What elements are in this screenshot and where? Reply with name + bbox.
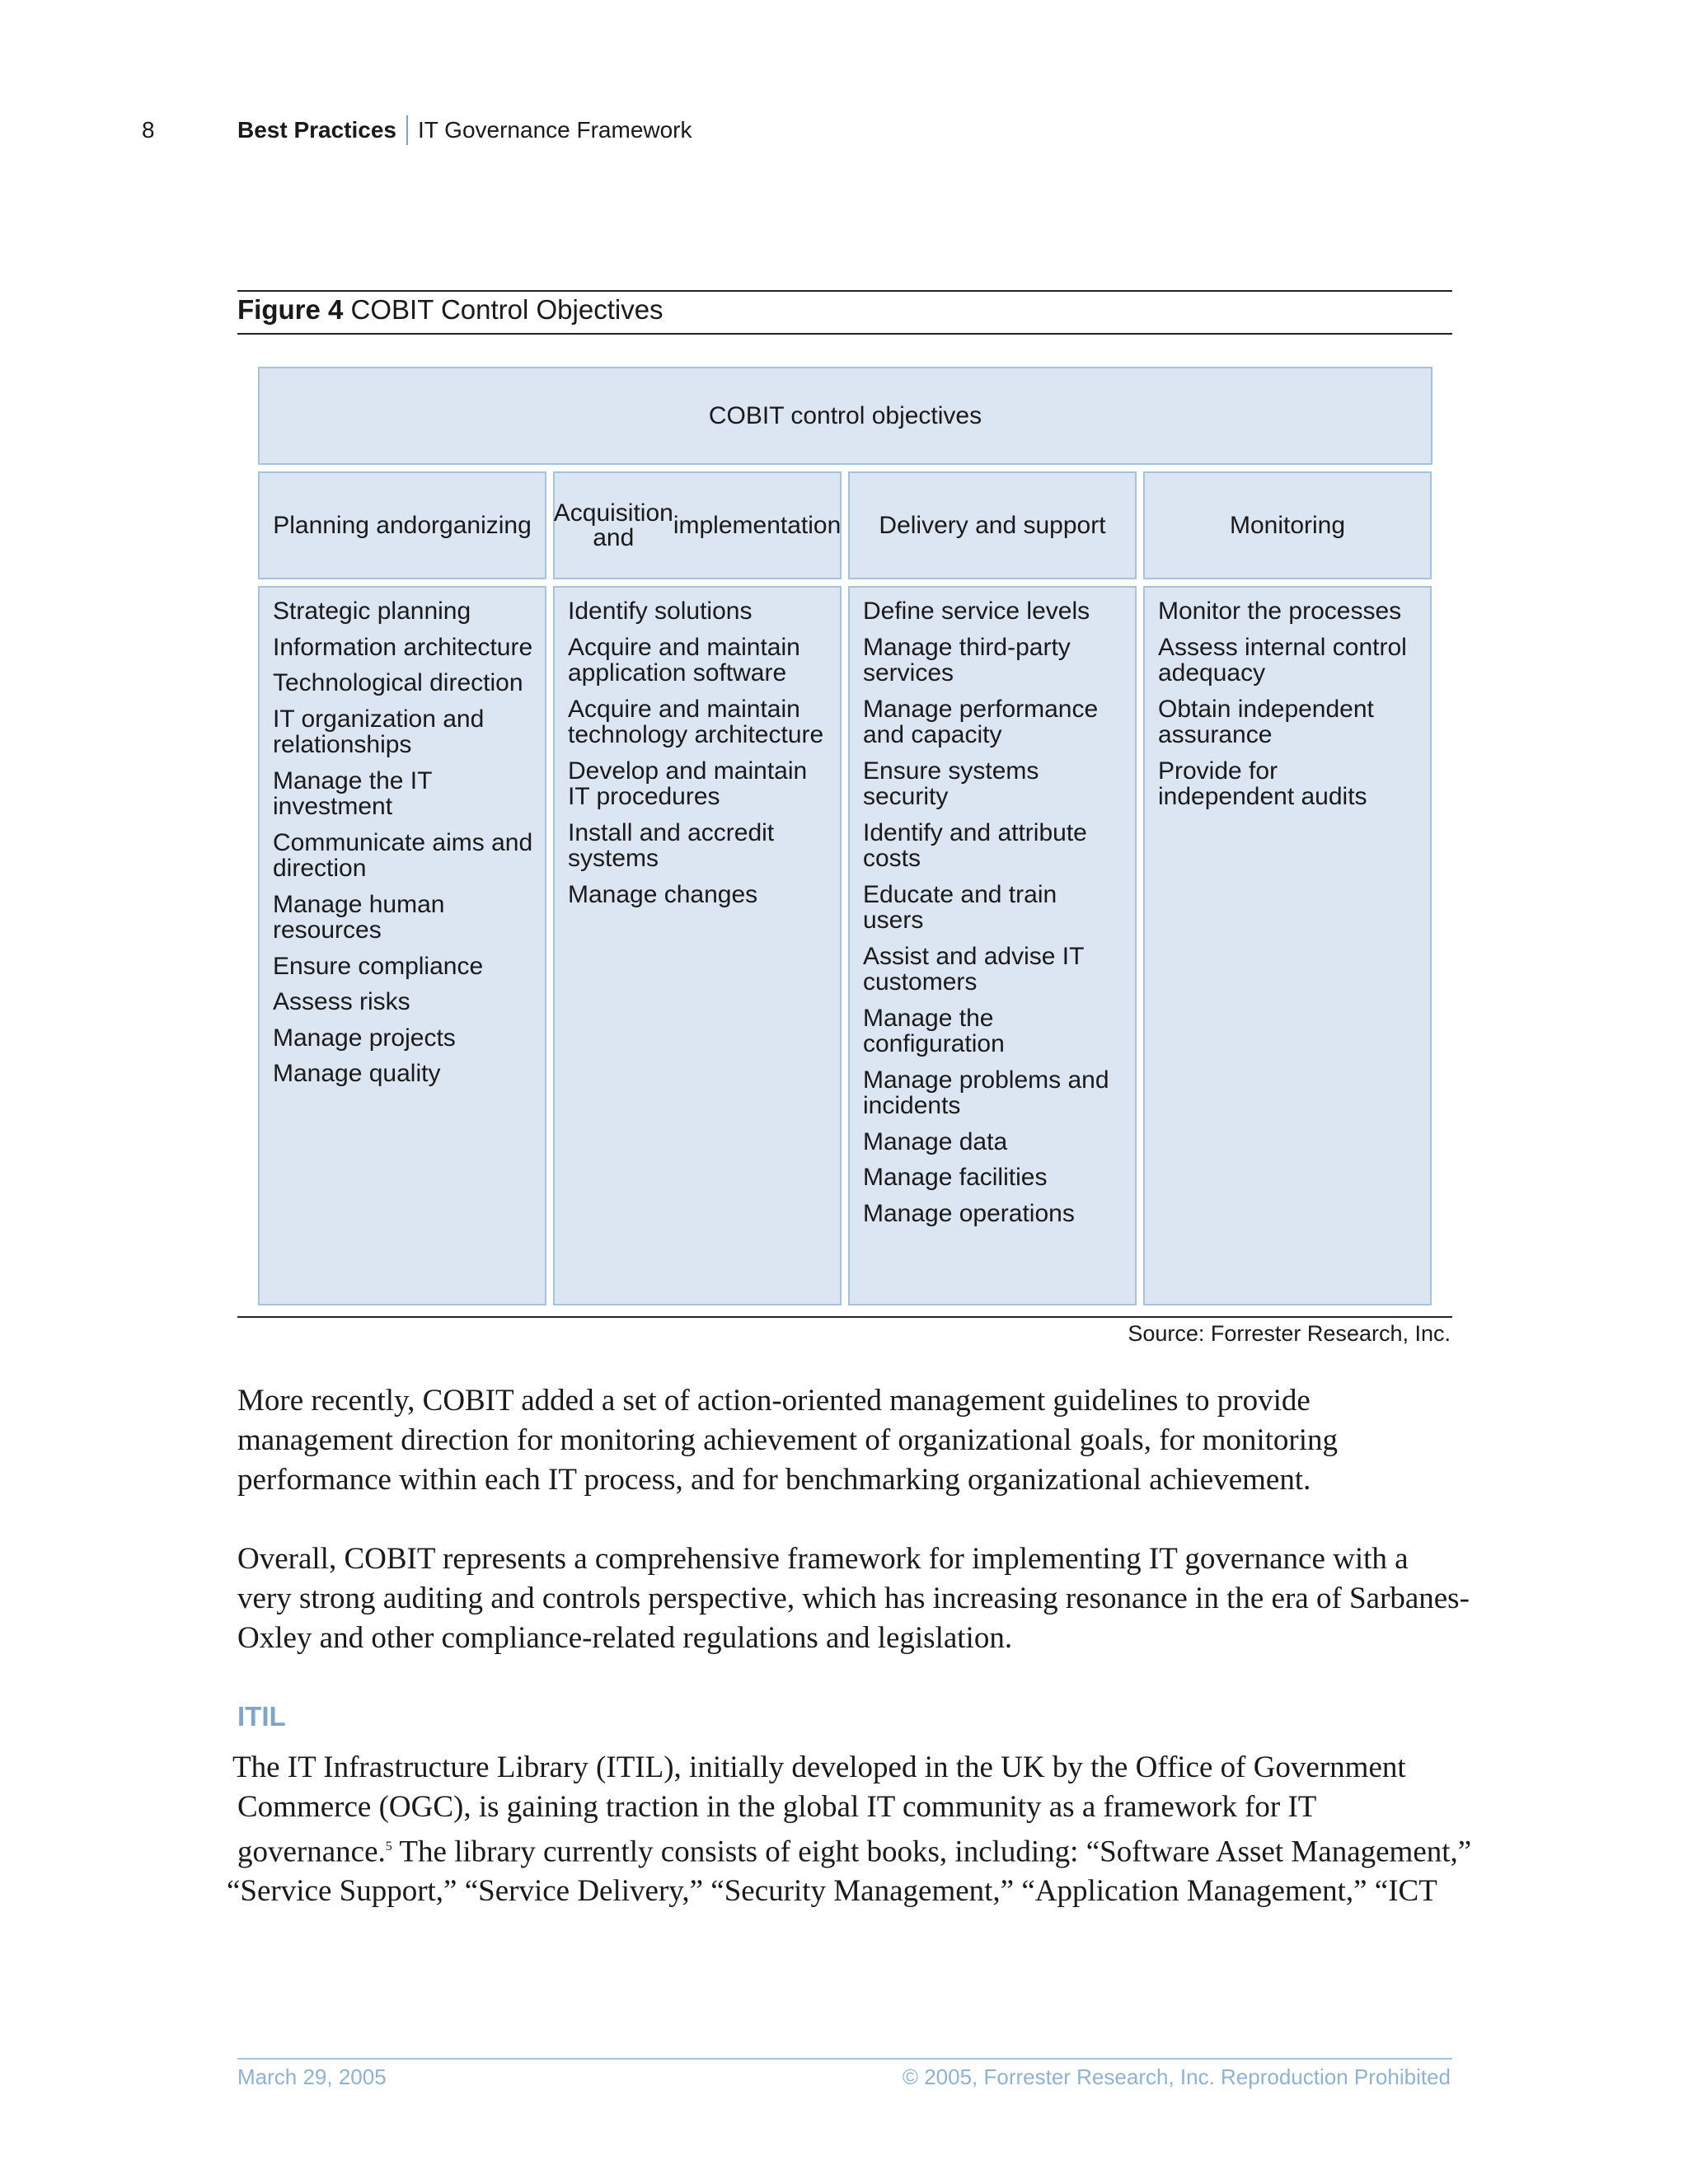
- text-line: Overall, COBIT represents a comprehensive framework for implementing IT governance with a: [237, 1542, 1409, 1576]
- objective-item-line: systems: [568, 845, 659, 872]
- objective-item: [273, 989, 533, 1015]
- objective-item: [273, 830, 533, 882]
- objective-item: [863, 696, 1123, 748]
- text-line: The IT Infrastructure Library (ITIL), initially developed in the UK by the Office of Government: [232, 1750, 1406, 1784]
- objective-item-line: independent audits: [1158, 783, 1367, 810]
- text-line: Monitoring: [1229, 511, 1346, 539]
- objective-item-line: Acquire and maintain: [568, 695, 800, 723]
- text-line: Planning and: [273, 511, 418, 539]
- objective-item: [273, 892, 533, 944]
- objective-item-line: Acquire and maintain: [568, 633, 800, 661]
- objective-item-line: Assess risks: [273, 988, 410, 1015]
- objective-item: [863, 1165, 1123, 1191]
- text-segment: governance.: [237, 1835, 386, 1869]
- figure-top-rule: [237, 290, 1452, 292]
- text-line: management direction for monitoring achievement of organizational goals, for monitoring: [237, 1423, 1339, 1457]
- objective-item-line: investment: [273, 793, 393, 820]
- objective-item-line: adequacy: [1158, 659, 1266, 687]
- column-items-delivery: [848, 586, 1137, 1305]
- objective-item-line: Manage facilities: [863, 1164, 1048, 1191]
- objective-item: [568, 758, 828, 810]
- objective-item: [273, 1061, 533, 1087]
- objective-item-line: application software: [568, 659, 787, 687]
- page-number: 8: [142, 117, 155, 143]
- objective-item-line: Obtain independent: [1158, 695, 1374, 723]
- objective-item-line: resources: [273, 916, 382, 944]
- objective-item: [568, 635, 828, 687]
- objective-item-line: and capacity: [863, 721, 1002, 748]
- paragraph-cobit-overall: [237, 1540, 1470, 1658]
- objective-item: [1158, 758, 1418, 810]
- objective-item-line: Information architecture: [273, 633, 533, 661]
- column-heading-delivery: [848, 471, 1137, 579]
- running-header: [237, 115, 692, 145]
- objective-item-line: assurance: [1158, 721, 1273, 748]
- text-line: Delivery and support: [879, 511, 1106, 539]
- objective-item: [273, 635, 533, 661]
- objective-item-line: Manage changes: [568, 880, 758, 908]
- objective-item-line: Assess internal control: [1158, 633, 1407, 661]
- objective-item-line: Manage third-party: [863, 633, 1071, 661]
- objective-item: [863, 1129, 1123, 1155]
- objective-item: [863, 758, 1123, 810]
- objective-item: [863, 882, 1123, 934]
- objective-item-line: customers: [863, 968, 978, 996]
- cobit-objectives-label: COBIT control objectives: [708, 401, 982, 429]
- objective-item-line: Manage performance: [863, 695, 1099, 723]
- objective-item: [273, 598, 533, 625]
- text-line: More recently, COBIT added a set of action-oriented management guidelines to provide: [237, 1384, 1311, 1418]
- column-heading-acquisition: [553, 471, 842, 579]
- objective-item-line: Communicate aims and: [273, 828, 533, 856]
- text-line: performance within each IT process, and for benchmarking organizational achievement.: [237, 1463, 1311, 1497]
- text-line: implementation: [673, 511, 842, 539]
- objective-item: [568, 820, 828, 872]
- text-line: Commerce (OGC), is gaining traction in the global IT community as a framework for IT: [237, 1790, 1317, 1824]
- paragraph-itil: [227, 1748, 1472, 1911]
- column-items-planning: [258, 586, 546, 1305]
- column-items-acquisition: [553, 586, 842, 1305]
- objective-item: [863, 1201, 1123, 1227]
- objective-item-line: Strategic planning: [273, 598, 471, 625]
- objective-item: [863, 1005, 1123, 1057]
- objective-item: [273, 768, 533, 820]
- header-divider: [406, 115, 408, 145]
- text-line: organizing: [417, 511, 532, 539]
- objective-item-line: incidents: [863, 1092, 961, 1119]
- objective-item-line: costs: [863, 845, 921, 872]
- objective-item-line: relationships: [273, 731, 412, 758]
- objective-item-line: Educate and train users: [863, 880, 1057, 934]
- objective-item: [273, 1025, 533, 1052]
- footer-date: March 29, 2005: [237, 2064, 387, 2089]
- objective-item-line: Define service levels: [863, 598, 1090, 625]
- objective-item-line: Ensure systems security: [863, 757, 1039, 810]
- objective-item-line: IT procedures: [568, 783, 720, 810]
- column-heading-planning: [258, 471, 546, 579]
- figure-label: Figure 4: [237, 294, 344, 325]
- text-line: Oxley and other compliance-related regulations and legislation.: [237, 1621, 1013, 1655]
- objective-item-line: IT organization and: [273, 705, 485, 733]
- figure-bottom-rule: [237, 1316, 1452, 1318]
- objective-item: [568, 598, 828, 625]
- text-line: “Service Support,” “Service Delivery,” “Security Management,” “Application Management,” “ICT: [227, 1874, 1437, 1909]
- figure-source: Source: Forrester Research, Inc.: [1128, 1321, 1451, 1346]
- objective-item: [568, 696, 828, 748]
- objective-item: [568, 882, 828, 908]
- objective-item: [863, 944, 1123, 996]
- objective-item-line: Manage projects: [273, 1024, 456, 1052]
- objective-item: [1158, 696, 1418, 748]
- figure-title-underline: [237, 333, 1452, 335]
- column-heading-monitoring: [1143, 471, 1432, 579]
- text-line: Acquisition and: [553, 499, 673, 551]
- objective-item-line: Manage problems and: [863, 1066, 1109, 1094]
- text-segment: The library currently consists of eight books, including: “Software Asset Management,”: [392, 1835, 1472, 1869]
- objective-item-line: Manage the: [863, 1004, 994, 1032]
- objective-item-line: technology architecture: [568, 721, 824, 748]
- footer-rule: [237, 2058, 1452, 2060]
- figure-caption: COBIT Control Objectives: [350, 294, 663, 325]
- objective-item: [863, 820, 1123, 872]
- objective-item-line: Technological direction: [273, 669, 523, 696]
- figure-title: [237, 294, 663, 326]
- paragraph-cobit-guidelines: [237, 1381, 1457, 1500]
- objective-item-line: Manage operations: [863, 1199, 1075, 1227]
- objective-item-line: Manage the IT: [273, 766, 433, 794]
- objective-item-line: Manage quality: [273, 1060, 441, 1087]
- objective-item: [863, 635, 1123, 687]
- objective-item-line: services: [863, 659, 954, 687]
- header-section: Best Practices: [237, 117, 397, 143]
- section-heading-itil: ITIL: [237, 1701, 286, 1732]
- objective-item: [273, 706, 533, 758]
- objective-item: [1158, 635, 1418, 687]
- objective-item: [863, 1067, 1123, 1119]
- objective-item: [1158, 598, 1418, 625]
- objective-item-line: Manage data: [863, 1127, 1008, 1155]
- header-title: IT Governance Framework: [418, 117, 692, 143]
- footnote-ref[interactable]: 5: [385, 1840, 392, 1854]
- objective-item: [273, 954, 533, 980]
- text-line: very strong auditing and controls perspective, which has increasing resonance in the era of Sarbanes-: [237, 1582, 1470, 1615]
- objective-item-line: Monitor the processes: [1158, 598, 1402, 625]
- objective-item: [863, 598, 1123, 625]
- cobit-objectives-box: [258, 367, 1432, 465]
- column-items-monitoring: [1143, 586, 1432, 1305]
- objective-item-line: Manage human: [273, 890, 445, 918]
- objective-item-line: configuration: [863, 1030, 1005, 1057]
- objective-item-line: Install and accredit: [568, 818, 775, 846]
- objective-item-line: Provide for: [1158, 757, 1278, 785]
- objective-item: [273, 670, 533, 696]
- objective-item-line: Assist and advise IT: [863, 942, 1085, 970]
- objective-item-line: Identify solutions: [568, 598, 753, 625]
- footer-copyright: © 2005, Forrester Research, Inc. Reproduction Prohibited: [902, 2064, 1451, 2089]
- objective-item-line: Develop and maintain: [568, 757, 808, 785]
- objective-item-line: Identify and attribute: [863, 818, 1087, 846]
- text-line: [232, 1827, 1472, 1872]
- objective-item-line: direction: [273, 855, 367, 882]
- objective-item-line: Ensure compliance: [273, 952, 484, 980]
